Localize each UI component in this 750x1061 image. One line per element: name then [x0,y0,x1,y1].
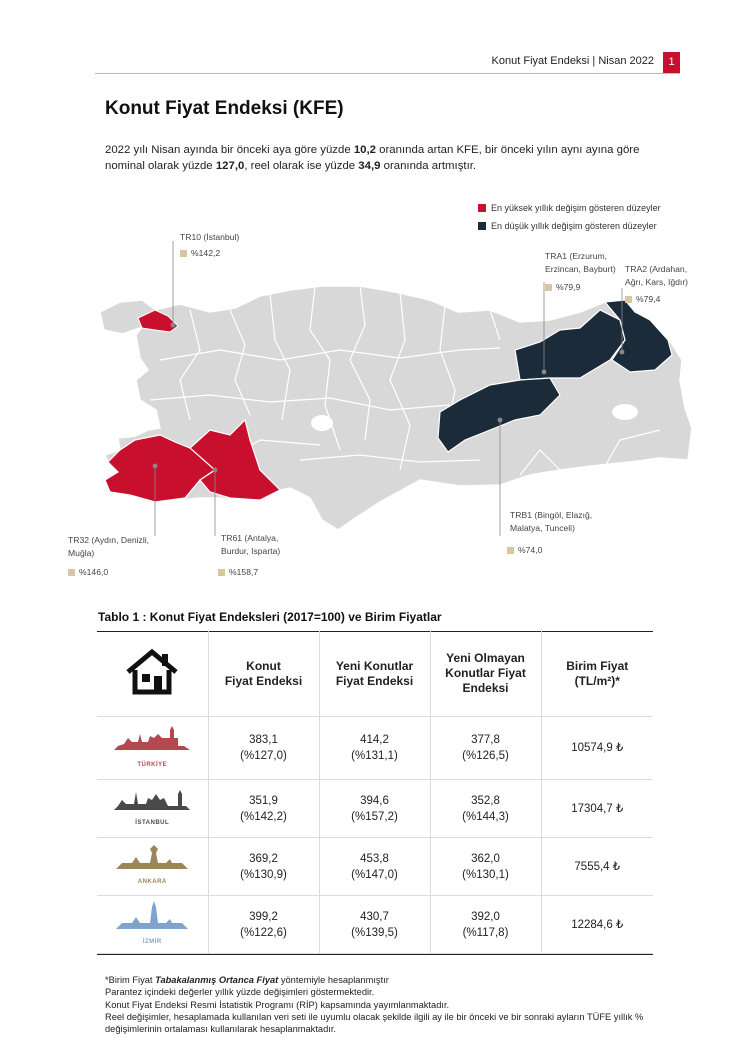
house-icon [124,648,180,696]
label-tr32: TR32 (Aydın, Denizli, Muğla) [68,535,150,558]
table-row [97,717,653,780]
value-tra2: %79,4 [625,294,660,304]
value-swatch [507,547,514,554]
yeni-cell: 430,7 (%139,5) [319,896,430,954]
kfe-cell: 399,2 (%122,6) [208,896,319,954]
col-header-birim-fiyat: Birim Fiyat (TL/m²)* [541,631,653,717]
value-tr10: %142,2 [180,248,220,258]
table-bottom-rule [97,954,653,955]
value-tr32: %146,0 [68,567,108,577]
yeni-cell: 453,8 (%147,0) [319,838,430,896]
header-title: Konut Fiyat Endeksi | Nisan 2022 [491,55,654,67]
ankara-skyline-icon [112,843,192,875]
value-swatch [218,569,225,576]
table-row [97,838,653,896]
table-header-row [97,631,653,717]
footnote-2: Parantez içindeki değerler yıllık yüzde değişimleri göstermektedir. [105,987,375,998]
table-caption: Tablo 1 : Konut Fiyat Endeksleri (2017=100) ve Birim Fiyatlar [98,610,442,624]
kfe-table [97,631,653,954]
izmir-skyline-icon [112,899,192,935]
legend-low-swatch [478,222,486,230]
birim-fiyat-cell: 12284,6 ₺ [541,896,653,954]
table-row [97,780,653,838]
city-cell [97,838,208,896]
city-cell [97,780,208,838]
value-tr61: %158,7 [218,567,258,577]
yeni-cell: 394,6 (%157,2) [319,780,430,838]
value-swatch [68,569,75,576]
city-cell [97,896,208,954]
turkiye-skyline-icon [112,724,192,758]
yeni-olmayan-cell: 392,0 (%117,8) [430,896,541,954]
lake-van [612,404,638,420]
page-header [95,52,680,74]
kfe-cell: 351,9 (%142,2) [208,780,319,838]
city-label: İZMİR [142,939,162,945]
kfe-cell: 383,1 (%127,0) [208,717,319,780]
col-header-yeni-olmayan: Yeni Olmayan Konutlar Fiyat Endeksi [430,631,541,717]
footnote-1: *Birim Fiyat Tabakalanmış Ortanca Fiyat yöntemiyle hesaplanmıştır [105,975,389,985]
birim-fiyat-cell: 7555,4 ₺ [541,838,653,896]
page-number: 1 [663,52,680,73]
col-header-yeni: Yeni Konutlar Fiyat Endeksi [319,631,430,717]
value-tra1: %79,9 [545,282,580,292]
yeni-olmayan-cell: 377,8 (%126,5) [430,717,541,780]
lake-tuz [311,415,333,431]
kfe-cell: 369,2 (%130,9) [208,838,319,896]
legend-high: En yüksek yıllık değişim gösteren düzeyler [478,203,661,213]
yeni-olmayan-cell: 352,8 (%144,3) [430,780,541,838]
house-icon-cell [97,631,208,717]
label-trb1: TRB1 (Bingöl, Elazığ, Malatya, Tunceli) [510,510,593,533]
city-label: TÜRKİYE [137,761,168,768]
yeni-olmayan-cell: 362,0 (%130,1) [430,838,541,896]
city-cell [97,717,208,780]
value-swatch [180,250,187,257]
turkey-map [60,230,700,540]
label-tr61: TR61 (Antalya, Burdur, Isparta) [221,533,281,556]
istanbul-skyline-icon [112,786,192,816]
col-header-kfe: Konut Fiyat Endeksi [208,631,319,717]
birim-fiyat-cell: 10574,9 ₺ [541,717,653,780]
legend-high-swatch [478,204,486,212]
label-tra2: TRA2 (Ardahan, Ağrı, Kars, Iğdır) [625,264,689,287]
yeni-cell: 414,2 (%131,1) [319,717,430,780]
table-row [97,896,653,954]
label-tr10: TR10 (İstanbul) [180,232,240,242]
page-title: Konut Fiyat Endeksi (KFE) [105,98,344,119]
city-label: İSTANBUL [135,820,170,826]
value-trb1: %74,0 [507,545,542,555]
value-swatch [545,284,552,291]
footnotes [105,974,645,1035]
footnote-4: Reel değişimler, hesaplamada kullanılan veri seti ile uyumlu olacak şekilde ilgili ay ile bir önceki ve bir sonraki ayların TÜFE yıllık % değişimlerinin ortalaması kullanılarak hesaplanmaktadır. [105,1011,644,1035]
legend-low: En düşük yıllık değişim gösteren düzeyler [478,221,657,231]
city-label: ANKARA [137,879,167,885]
birim-fiyat-cell: 17304,7 ₺ [541,780,653,838]
intro-paragraph: 2022 yılı Nisan ayında bir önceki aya göre yüzde 10,2 oranında artan KFE, bir önceki yılın aynı ayına göre nominal olarak yüzde 127,0, reel olarak ise yüzde 34,9 oranında artmıştır. [105,144,640,172]
label-tra1: TRA1 (Erzurum, Erzincan, Bayburt) [545,251,616,274]
value-swatch [625,296,632,303]
footnote-3: Konut Fiyat Endeksi Resmi İstatistik Programı (RİP) kapsamında yayımlanmaktadır. [105,999,450,1010]
